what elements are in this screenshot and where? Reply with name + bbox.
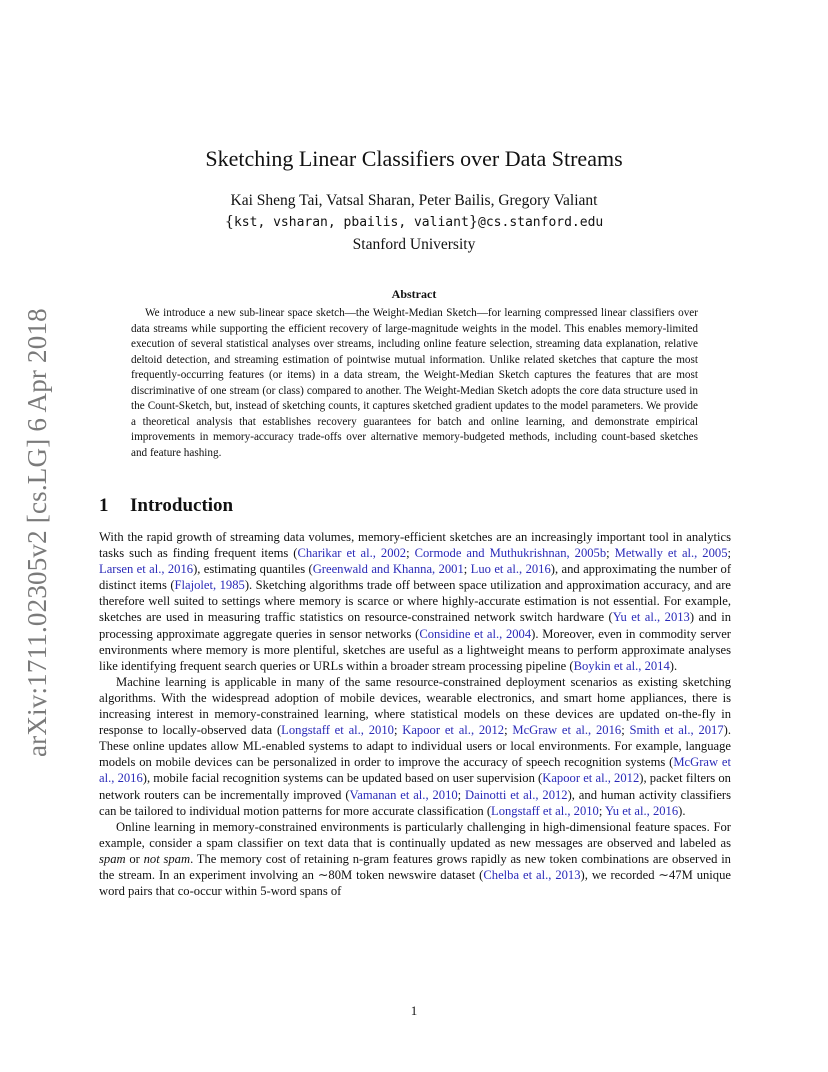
text-run: Machine learning is applicable in many of the same resource-constrained deployment scenarios as existing sketching algorithms. With the widespread adoption of mobile devices, wearable electronics, and smart home appliances, there is increasing interest in memory-constrained learning, where statistical models on these devices are updated on-the-fly in response to locally-observed data ( <box>99 674 731 738</box>
text-run: ; <box>457 787 466 802</box>
paper-title: Sketching Linear Classifiers over Data Streams <box>205 146 623 171</box>
text-run: ; <box>463 562 471 577</box>
text-run: . The memory cost of retaining n-gram features grows rapidly as new token combinations are observed in the stream. In an experiment involving an ∼80M token newswire dataset ( <box>99 851 731 882</box>
text-run: ). Sketching algorithms trade off between space utilization and approximation accuracy, and are therefore well suited to settings where memory is scarce or where highly-accurate estimation is not essential. For example, sketches are used in measuring traffic statistics on resource-constrained network switch hardware ( <box>99 578 731 625</box>
abstract-text: We introduce a new sub-linear space sketch—the Weight-Median Sketch—for learning compressed linear classifiers over data streams while supporting the efficient recovery of large-magnitude weights in the model. This enables memory-limited execution of several statistical analyses over streams, including online feature selection, streaming data explanation, relative deltoid detection, and streaming estimation of pointwise mutual information. Unlike related sketches that capture the most frequently-occurring features (or items) in a data stream, the Weight-Median Sketch captures the features that are most discriminative of one stream (or class) compared to another. The Weight-Median Sketch adopts the core data structure used in the Count-Sketch, but, instead of sketching counts, it captures sketched gradient updates to the model parameters. We provide a theoretical analysis that establishes recovery guarantees for batch and online learning, and demonstrate empirical improvements in memory-accuracy trade-offs over alternative memory-budgeted methods, including count-based sketches and feature hashing. <box>131 307 698 459</box>
introduction-body <box>99 529 731 899</box>
text-run: ). Moreover, even in commodity server environments where memory is more plentiful, sketches are useful as a lightweight means to perform approximate analyses like identifying frequent search queries or URLs within a broader stream processing pipeline ( <box>99 626 731 673</box>
text-run: ), and human activity classifiers can be tailored to individual motion patterns for more accurate classification ( <box>99 787 732 818</box>
paragraph <box>99 819 731 899</box>
text-run: ). <box>669 658 678 673</box>
citation-link[interactable]: Boykin et al., 2014 <box>573 658 670 673</box>
text-run: ; <box>393 723 403 738</box>
section-number: 1 <box>99 495 109 516</box>
text-run: ; <box>406 546 415 561</box>
citation-link[interactable]: Considine et al., 2004 <box>419 626 532 641</box>
citation-link[interactable]: Smith et al., 2017 <box>629 723 724 738</box>
text-run: ), packet filters on network routers can be incrementally improved ( <box>99 771 731 802</box>
citation-link[interactable]: Kapoor et al., 2012 <box>402 723 505 738</box>
text-run: ), mobile facial recognition systems can be updated based on user supervision ( <box>142 771 543 786</box>
section-heading <box>99 495 233 517</box>
text-run: ; <box>606 546 615 561</box>
citation-link[interactable]: Greenwald and Khanna, 2001 <box>312 562 464 577</box>
paragraph <box>99 529 731 674</box>
text-run: ; <box>598 803 606 818</box>
citation-link[interactable]: Flajolet, 1985 <box>174 578 245 593</box>
paragraph <box>99 674 731 819</box>
citation-link[interactable]: Yu et al., 2013 <box>612 610 690 625</box>
text-run: ). These online updates allow ML-enabled systems to adapt to individual users or local environments. For example, language models on mobile devices can be personalized in order to improve the accuracy of speech recognition systems ( <box>99 723 731 770</box>
abstract-heading: Abstract <box>391 287 437 301</box>
arxiv-identifier: arXiv:1711.02305v2 [cs.LG] 6 Apr 2018 <box>22 308 52 757</box>
citation-link[interactable]: Metwally et al., 2005 <box>614 546 728 561</box>
text-run: ; <box>504 723 513 738</box>
citation-link[interactable]: Chelba et al., 2013 <box>483 867 581 882</box>
citation-link[interactable]: Larsen et al., 2016 <box>99 562 194 577</box>
text-run: ), we recorded ∼47M unique word pairs that co-occur within 5-word spans of <box>99 867 731 899</box>
text-run: With the rapid growth of streaming data volumes, memory-efficient sketches are an increasingly important tool in analytics tasks such as finding frequent items ( <box>99 530 731 561</box>
emphasis: spam <box>99 851 126 866</box>
citation-link[interactable]: Yu et al., 2016 <box>605 803 679 818</box>
citation-link[interactable]: Dainotti et al., 2012 <box>465 787 568 802</box>
text-run: ). <box>678 803 686 818</box>
text-run: or <box>125 851 144 866</box>
citation-link[interactable]: Kapoor et al., 2012 <box>542 771 640 786</box>
text-run: ; <box>621 723 630 738</box>
citation-link[interactable]: McGraw et al., 2016 <box>512 723 622 738</box>
text-run: ), estimating quantiles ( <box>193 562 313 577</box>
author-emails <box>0 214 828 230</box>
author-list: Kai Sheng Tai, Vatsal Sharan, Peter Bailis, Gregory Valiant <box>230 192 598 209</box>
section-title: Introduction <box>130 495 234 516</box>
page-number: 1 <box>410 1003 418 1018</box>
text-run: ), and approximating the number of distinct items ( <box>99 562 732 593</box>
text-run: ) and in processing approximate aggregate queries in sensor networks ( <box>99 610 731 641</box>
text-run: Online learning in memory-constrained environments is particularly challenging in high-dimensional feature spaces. For example, consider a spam classifier on text data that is continually updated as new messages are observed and labeled as <box>99 819 731 850</box>
email-brace-close: } <box>468 214 479 230</box>
citation-link[interactable]: Charikar et al., 2002 <box>297 546 407 561</box>
email-brace-open: { <box>224 214 234 230</box>
citation-link[interactable]: Longstaff et al., 2010 <box>281 723 394 738</box>
affiliation: Stanford University <box>352 236 476 253</box>
email-domain: @cs.stanford.edu <box>478 215 604 230</box>
citation-link[interactable]: Cormode and Muthukrishnan, 2005b <box>414 546 607 561</box>
emphasis: not spam <box>143 851 191 866</box>
citation-link[interactable]: McGraw et al., 2016 <box>99 755 731 786</box>
citation-link[interactable]: Luo et al., 2016 <box>470 562 551 577</box>
text-run: ; <box>727 546 731 561</box>
citation-link[interactable]: Vamanan et al., 2010 <box>349 787 458 802</box>
citation-link[interactable]: Longstaff et al., 2010 <box>491 803 599 818</box>
email-usernames: kst, vsharan, pbailis, valiant <box>233 215 469 230</box>
